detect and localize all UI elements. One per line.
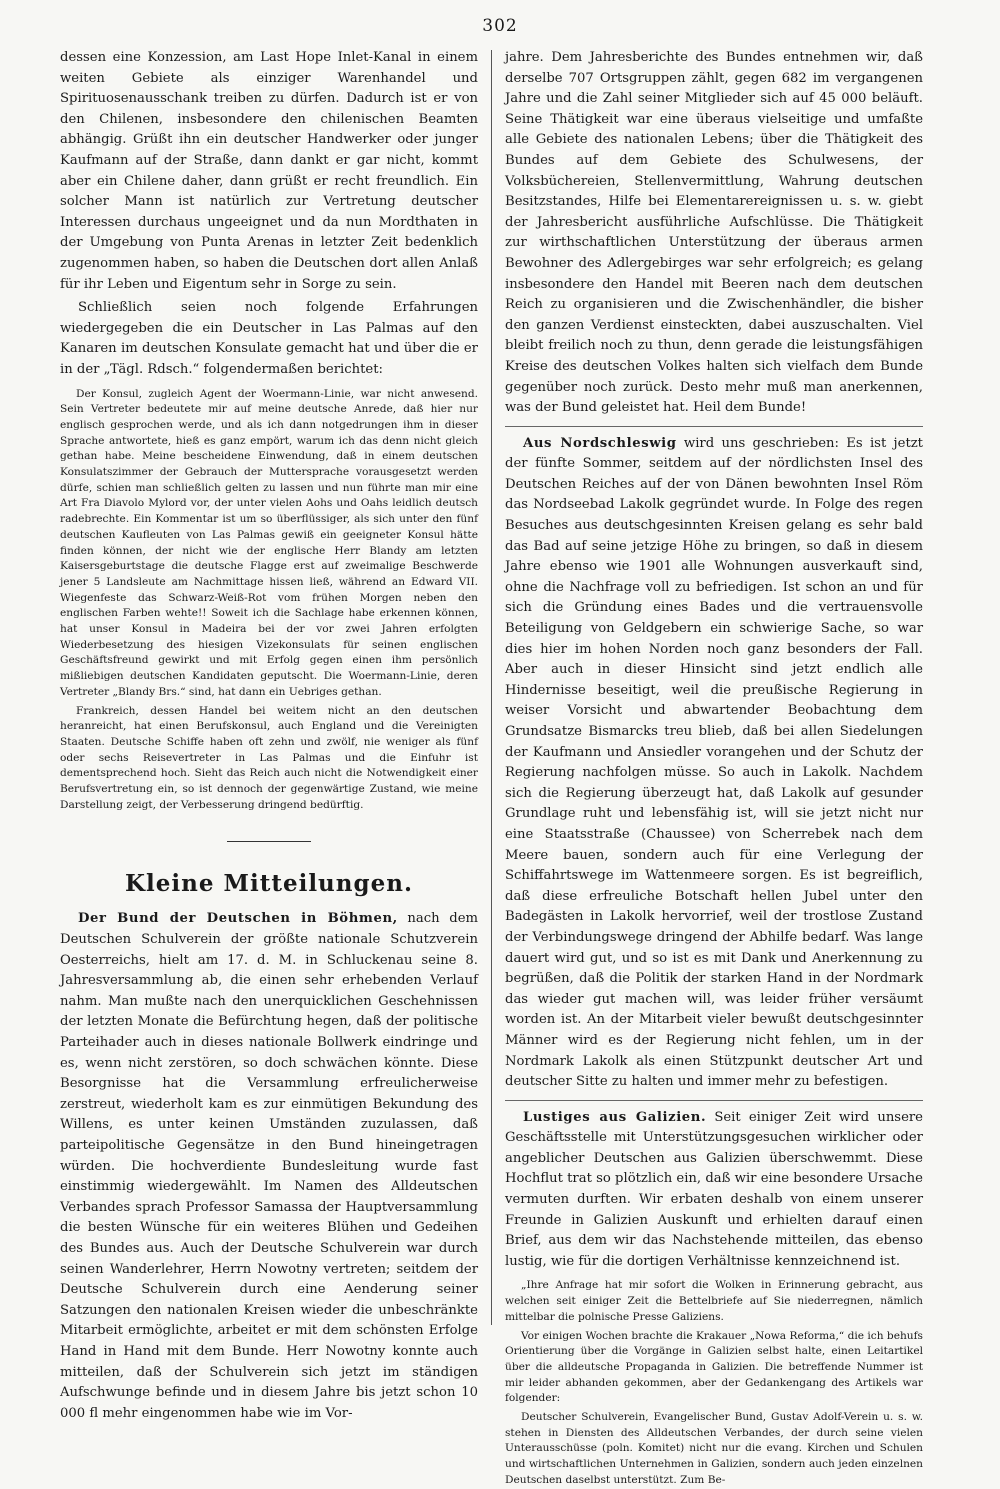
paragraph-lead: Aus Nordschleswig [523,435,677,451]
paragraph-text: nach dem Deutschen Schulverein der größte nationale Schutzverein Oesterreichs, hielt am 17. d. M. in Schluckenau seine 8. Jahresversammlung ab, die einen sehr erhebenden Verlauf nahm. Man mußte nach den unerquicklichen Geschehnissen der letzten Monate die Befürchtung hegen, daß der politische Parteihader auch in dieses nationale Bollwerk eindringe und es, wenn nicht zerstören, so doch schwächen könnte. Diese Besorgnisse hat die Versammlung erfreulicherweise zerstreut, wiederholt kam es zur einmütigen Bekundung des Willens, es unter keinen Umständen zuzulassen, daß parteipolitische Gegensätze in den Bund hineingetragen würden. Die hochverdiente Bundesleitung wurde fast einstimmig wiedergewählt. Im Namen des Alldeutschen Verbandes sprach Professor Samassa der Hauptversammlung die besten Wünsche für ein weiteres Blühen und Gedeihen des Bundes aus. Auch der Deutsche Schulverein war durch seinen Wanderlehrer, Herrn Nowotny vertreten; seitdem der Deutsche Schulverein durch eine Aenderung seiner Satzungen den nationalen Kreisen wieder die unbeschränkte Mitarbeit ermöglichte, arbeitet er mit dem schönsten Erfolge Hand in Hand mit dem Bunde. Herr Nowotny konnte auch mitteilen, daß der Schulverein sich jetzt im ständigen Aufschwunge befinde und in diesem Jahre bis jetzt schon 10 000 fl mehr eingenommen habe wie im Vor- [60,911,479,1421]
quote-anfrage: „Ihre Anfrage hat mir sofort die Wolken in Erinnerung gebracht, aus welchen seit einiger Zeit die Bettelbriefe auf Sie niederregnen, nämlich mittelbar die polnische Presse Galiziens. [505,1279,923,1323]
paragraph-bund-boehmen [60,909,478,1424]
quote-konsul: Der Konsul, zugleich Agent der Woermann-Linie, war nicht anwesend. Sein Vertreter bedeutete mir auf meine deutsche Anrede, daß hier nur englisch gesprochen werde, und als ich dann notgedrungen ihm in dieser Sprache antwortete, hieß es ganz empört, warum ich das denn nicht gleich gethan habe. Meine bescheidene Einwendung, daß in einem deutschen Konsulatszimmer der Gebrauch der Muttersprache vorausgesetzt werden dürfe, schien man schließlich gelten zu lassen und nun führte man mir eine Art Fra Diavolo Mylord vor, der unter vielen Aohs und Oahs leidlich deutsch radebrechte. Ein Kommentar ist um so überflüssiger, als sich unter den fünf deutschen Kaufleuten von Las Palmas gewiß ein geeigneter Konsul hätte finden können, der nicht wie der englische Herr Blandy am letzten Kaisersgeburtstage die deutsche Flagge erst auf zweimalige Beschwerde jener 5 Landsleute am Nachmittage hissen ließ, während an Edward VII. Wiegenfeste das Schwarz-Weiß-Rot vom frühen Morgen neben den englischen Farben wehte!! Soweit ich die Sachlage habe erkennen können, hat unser Konsul in Madeira bei der vor zwei Jahren erfolgten Wiederbesetzung des hiesigen Vizekonsulats für seinen englischen Geschäftsfreund gewirkt und mit Erfolg gegen einen ihm persönlich mißliebigen deutschen Kandidaten geputscht. Die Woermann-Linie, deren Vertreter „Blandy Brs.“ sind, hat dann ein Uebriges gethan. [60,387,478,698]
paragraph-las-palmas-intro: Schließlich seien noch folgende Erfahrungen wiedergegeben die ein Deutscher in Las Palmas auf den Kanaren im deutschen Konsulate gemacht hat und über die er in der „Tägl. Rdsch.“ folgendermaßen berichtet: [60,300,478,377]
quote-schulverein: Deutscher Schulverein, Evangelischer Bund, Gustav Adolf-Verein u. s. w. stehen in Diensten des Alldeutschen Verbandes, der durch seine vielen Unterausschüsse (poln. Komitet) nicht nur die evang. Kirchen und Schulen und wirtschaftlichen Unternehmen in Galizien, sondern auch jeden einzelnen Deutschen daselbst unterstützt. Zum Be- [505,1411,923,1486]
quote-nowa-reforma: Vor einigen Wochen brachte die Krakauer „Nowa Reforma,“ die ich behufs Orientierung über die Vorgänge in Galizien selbst halte, einen Leitartikel über die alldeutsche Propaganda in Galizien. Die betreffende Nummer ist mir leider abhanden gekommen, aber der Gedankengang des Artikels war folgender: [505,1329,923,1405]
page-number: 302 [482,16,518,36]
paragraph-konzession: dessen eine Konzession, am Last Hope Inlet-Kanal in einem weiten Gebiete als einziger Warenhandel und Spirituosenausschank treiben zu dürfen. Dadurch ist er von den Chilenen, insbesondere den chilenischen Beamten abhängig. Grüßt ihn ein deutscher Handwerker oder junger Kaufmann auf der Straße, dann dankt er gar nicht, kommt aber ein Chilene daher, dann grüßt er recht freundlich. Ein solcher Mann ist natürlich zur Vertretung deutscher Interessen durchaus ungeeignet und da nun Mordthaten in der Umgebung von Punta Arenas in letzter Zeit bedenklich zugenommen haben, so haben die Deutschen dort allen Anlaß für ihr Leben und Eigentum sehr in Sorge zu sein. [60,50,478,292]
paragraph-lead: Der Bund der Deutschen in Böhmen, [78,911,398,927]
column-separator [505,1100,923,1101]
paragraph-nordschleswig [505,434,923,1093]
column-divider [491,50,492,1325]
paragraph-text: wird uns geschrieben: Es ist jetzt der fünfte Sommer, seitdem auf der nördlichsten Insel des Deutschen Reiches auf der von Dänen bewohnten Insel Röm das Nordseebad Lakolk gegründet wurde. In Folge des regen Besuches aus deutschgesinnten Kreisen gelang es sehr bald das Bad auf seine jetzige Höhe zu bringen, so daß in diesem Jahre ebenso wie 1901 alle Wohnungen ausverkauft sind, ohne die Nachfrage voll zu befriedigen. Ist schon an und für sich die Gründung eines Bades und die vertrauensvolle Beteiligung von Geldgebern ein schwierige Sache, so war dies hier im hohen Norden noch ganz besonders der Fall. Aber auch in dieser Hinsicht sind jetzt endlich alle Hindernisse beseitigt, weil die preußische Regierung in weiser Vorsicht und abwartender Beobachtung dem Grundsatze Bismarcks treu blieb, daß bei allen Siedelungen der Kaufmann und Ansiedler vorangehen und der Schutz der Regierung nachfolgen müsse. So auch in Lakolk. Nachdem sich die Regierung überzeugt hat, daß Lakolk auf gesunder Grundlage ruht und lebensfähig ist, will sie jetzt nicht nur eine Staatsstraße (Chaussee) von Scherrebek nach dem Meere bauen, sondern auch für eine Verlegung der Schiffahrtswege im Wattenmeere sorgen. Es ist begreiflich, daß diese erfreuliche Botschaft hellen Jubel unter den Badegästen in Lakolk hervorrief, weil der trostlose Zustand der Verbindungswege dringend der Abhilfe bedarf. Was lange dauert wird gut, und so ist es mit Dank und Anerkennung zu begrüßen, daß die Politik der starken Hand in der Nordmark das wieder gut machen will, was leider früher versäumt worden ist. An der Mitarbeit vieler bewußt deutschgesinnter Männer wird es der Regierung nicht fehlen, um in der Nordmark Lakolk als einen Stützpunkt deutscher Art und deutscher Sitte zu halten und immer mehr zu befestigen. [505,435,923,1090]
paragraph-jahresbericht: jahre. Dem Jahresberichte des Bundes entnehmen wir, daß derselbe 707 Ortsgruppen zählt, gegen 682 im vergangenen Jahre und die Zahl seiner Mitglieder sich auf 45 000 beläuft. Seine Thätigkeit war eine überaus vielseitige und umfaßte alle Gebiete des nationalen Lebens; über die Thätigkeit des Bundes auf dem Gebiete des Schulwesens, der Volksbüchereien, Stellenvermittlung, Wahrung deutschen Besitzstandes, Hilfe bei Elementarereignissen u. s. w. giebt der Jahresbericht ausführliche Aufschlüsse. Die Thätigkeit zur wirthschaftlichen Unterstützung der überaus armen Bewohner des Adlergebirges war sehr erfolgreich; es gelang insbesondere den Handel mit Beeren nach dem deutschen Reich zu organisieren und die Zwischenhändler, die bisher den ganzen Verdienst einsteckten, dabei auszuschalten. Viel bleibt freilich noch zu thun, denn gerade die leistungsfähigen Kreise des deutschen Volkes halten sich vielfach dem Bunde gegenüber noch zurück. Desto mehr muß man anerkennen, was der Bund geleistet hat. Heil dem Bunde! [505,50,923,416]
left-column [60,48,479,1421]
paragraph-galizien [505,1108,923,1273]
right-column [505,48,923,1486]
paragraph-lead: Lustiges aus Galizien. [523,1109,707,1125]
quote-frankreich: Frankreich, dessen Handel bei weitem nicht an den deutschen heranreicht, hat einen Berufskonsul, auch England und die Vereinigten Staaten. Deutsche Schiffe haben oft zehn und zwölf, nie weniger als fünf oder sechs Reisevertreter in Las Palmas und die Einfuhr ist dementsprechend hoch. Sieht das Reich auch nicht die Notwendigkeit einer Berufsvertretung ein, so ist dennoch der gegenwärtige Zustand, wie meine Darstellung zeigt, der Verbesserung dringend bedürftig. [60,704,478,811]
section-separator [227,841,311,842]
column-separator [505,426,923,427]
paragraph-text: Seit einiger Zeit wird unsere Geschäftsstelle mit Unterstützungsgesuchen wirklicher oder angeblicher Deutschen aus Galizien überschwemmt. Diese Hochflut trat so plötzlich ein, daß wir eine besondere Ursache vermuten durften. Wir erbaten deshalb von einem unserer Freunde in Galizien Auskunft und erhielten darauf einen Brief, aus dem wir das Nachstehende mitteilen, das ebenso lustig, wie für die dortigen Verhältnisse kennzeichnend ist. [505,1109,923,1269]
section-title: Kleine Mitteilungen. [125,870,413,898]
